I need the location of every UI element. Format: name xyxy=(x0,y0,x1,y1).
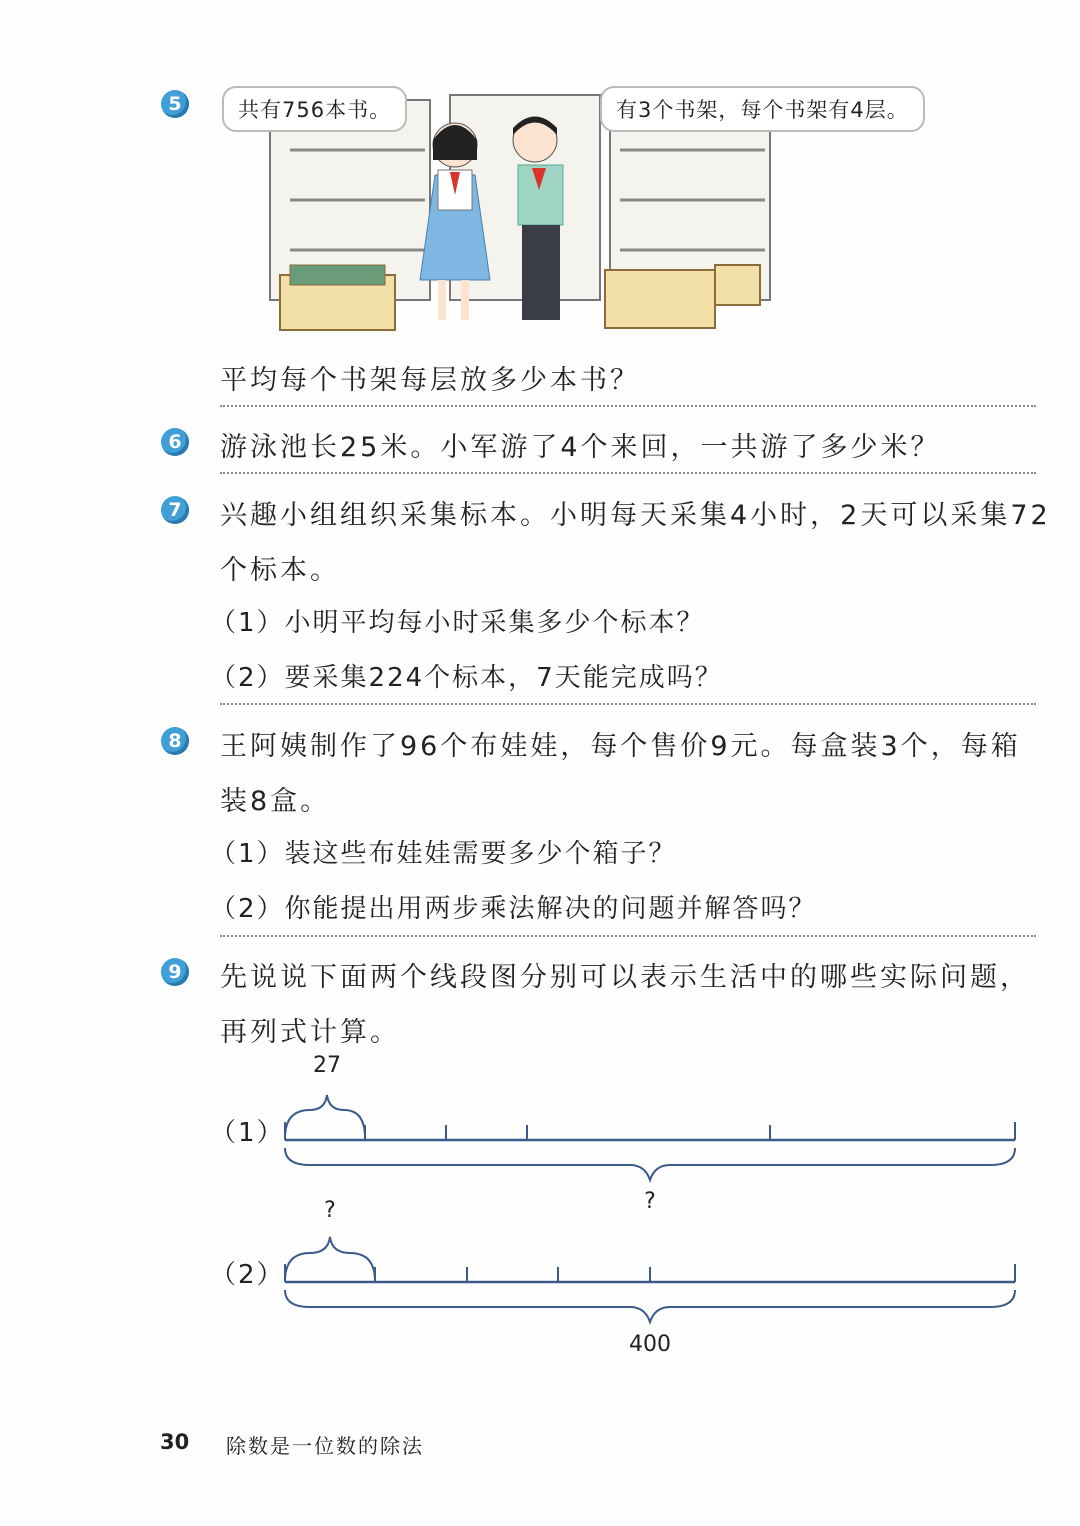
problem-9-line1: 先说说下面两个线段图分别可以表示生活中的哪些实际问题， xyxy=(220,962,1030,993)
separator xyxy=(220,472,1036,474)
problem-number-badge: 5 xyxy=(161,90,189,118)
problem-7-sub1: （1）小明平均每小时采集多少个标本？ xyxy=(210,608,705,638)
problem-7-line1: 兴趣小组组织采集标本。小明每天采集4小时，2天可以采集72 xyxy=(220,500,1051,531)
diagram-2-label: （2） xyxy=(210,1260,285,1290)
speech-bubble-left: 共有756本书。 xyxy=(222,86,407,132)
line-segment-diagram-2 xyxy=(270,1185,1040,1365)
problem-9-line2: 再列式计算。 xyxy=(220,1017,400,1048)
diagram-1-part-label: 27 xyxy=(313,1053,341,1078)
problem-7-sub2: （2）要采集224个标本，7天能完成吗？ xyxy=(210,663,723,693)
problem-number-badge: 9 xyxy=(161,958,189,986)
separator xyxy=(220,405,1036,407)
problem-7-line2: 个标本。 xyxy=(220,555,340,586)
problem-number-badge: 7 xyxy=(161,496,189,524)
problem-8-sub2: （2）你能提出用两步乘法解决的问题并解答吗？ xyxy=(210,894,817,924)
separator xyxy=(220,703,1036,705)
chapter-title: 除数是一位数的除法 xyxy=(226,1434,424,1458)
problem-6-text: 游泳池长25米。小军游了4个来回，一共游了多少米？ xyxy=(220,432,941,463)
diagram-1-label: （1） xyxy=(210,1118,285,1148)
page-number: 30 xyxy=(160,1430,190,1454)
problem-8-line2: 装8盒。 xyxy=(220,786,331,817)
diagram-1-total-label: ? xyxy=(644,1189,656,1214)
problem-5-question: 平均每个书架每层放多少本书？ xyxy=(220,365,640,396)
diagram-2-part-label: ? xyxy=(324,1198,336,1223)
problem-8-sub1: （1）装这些布娃娃需要多少个箱子？ xyxy=(210,839,677,869)
problem-number-badge: 8 xyxy=(161,727,189,755)
problem-8-line1: 王阿姨制作了96个布娃娃，每个售价9元。每盒装3个，每箱 xyxy=(220,731,1021,762)
problem-number-badge: 6 xyxy=(161,428,189,456)
diagram-2-total-label: 400 xyxy=(629,1332,671,1357)
separator xyxy=(220,935,1036,937)
speech-bubble-right: 有3个书架，每个书架有4层。 xyxy=(600,86,925,132)
